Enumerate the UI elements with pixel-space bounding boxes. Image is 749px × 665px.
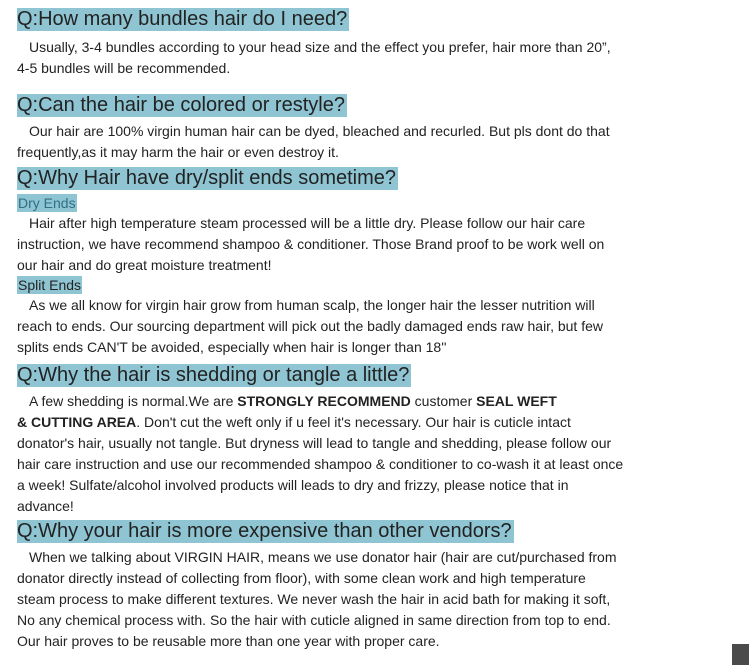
faq-answer-line: 4-5 bundles will be recommended. <box>17 60 231 76</box>
faq-item-expensive <box>17 520 617 652</box>
faq-answer-line: steam process to make different textures. We never wash the hair in acid bath for making it soft, <box>17 591 611 607</box>
faq-answer-line: splits ends CAN'T be avoided, especially when hair is longer than 18'' <box>17 339 447 355</box>
faq-answer-line: A few shedding is normal.We are STRONGLY RECOMMEND customer SEAL WEFT <box>29 393 557 409</box>
faq-question: Q:Why Hair have dry/split ends sometime? <box>17 167 397 189</box>
faq-answer-line: Hair after high temperature steam processed will be a little dry. Please follow our hair care <box>29 215 586 231</box>
faq-answer-line: donator's hair, usually not tangle. But dryness will lead to tangle and shedding, please follow our <box>17 435 612 451</box>
faq-question: Q:Why your hair is more expensive than other vendors? <box>17 520 512 542</box>
faq-answer-line: As we all know for virgin hair grow from human scalp, the longer hair the lesser nutrition will <box>29 297 595 313</box>
back-to-top-button[interactable] <box>732 644 749 665</box>
faq-answer-line: advance! <box>17 498 74 514</box>
faq-question: Q:Can the hair be colored or restyle? <box>17 94 345 116</box>
faq-answer-line: When we talking about VIRGIN HAIR, means we use donator hair (hair are cut/purchased from <box>29 549 617 565</box>
faq-answer-line: Usually, 3-4 bundles according to your head size and the effect you prefer, hair more than 20”, <box>29 39 611 55</box>
faq-answer-line: Our hair proves to be reusable more than one year with proper care. <box>17 633 440 649</box>
faq-answer-line: donator directly instead of collecting from floor), with some clean work and high temperature <box>17 570 586 586</box>
faq-item-shedding <box>17 364 623 517</box>
faq-item-color <box>17 94 610 163</box>
faq-answer-line: our hair and do great moisture treatment! <box>17 257 272 273</box>
faq-item-dry-split <box>17 167 604 358</box>
faq-answer-line: a week! Sulfate/alcohol involved products will leads to dry and frizzy, please notice that in <box>17 477 569 493</box>
dry-ends-label: Dry Ends <box>18 195 76 211</box>
faq-answer-line: & CUTTING AREA. Don't cut the weft only if u feel it's necessary. Our hair is cuticle intact <box>17 414 571 430</box>
faq-question: Q:Why the hair is shedding or tangle a little? <box>17 364 410 386</box>
faq-answer-line: reach to ends. Our sourcing department will pick out the badly damaged ends raw hair, but few <box>17 318 603 334</box>
faq-answer-line: hair care instruction and use our recommended shampoo & conditioner to co-wash it at least once <box>17 456 624 472</box>
faq-answer-line: instruction, we have recommend shampoo & conditioner. Those Brand proof to be work well on <box>17 236 605 252</box>
split-ends-label: Split Ends <box>18 277 82 293</box>
faq-item-bundles <box>17 8 611 79</box>
faq-answer-line: frequently,as it may harm the hair or even destroy it. <box>17 144 339 160</box>
faq-answer-line: No any chemical process with. So the hair with cuticle aligned in same direction from top to end. <box>17 612 611 628</box>
faq-question: Q:How many bundles hair do I need? <box>17 8 348 30</box>
faq-answer-line: Our hair are 100% virgin human hair can be dyed, bleached and recurled. But pls dont do that <box>29 123 610 139</box>
